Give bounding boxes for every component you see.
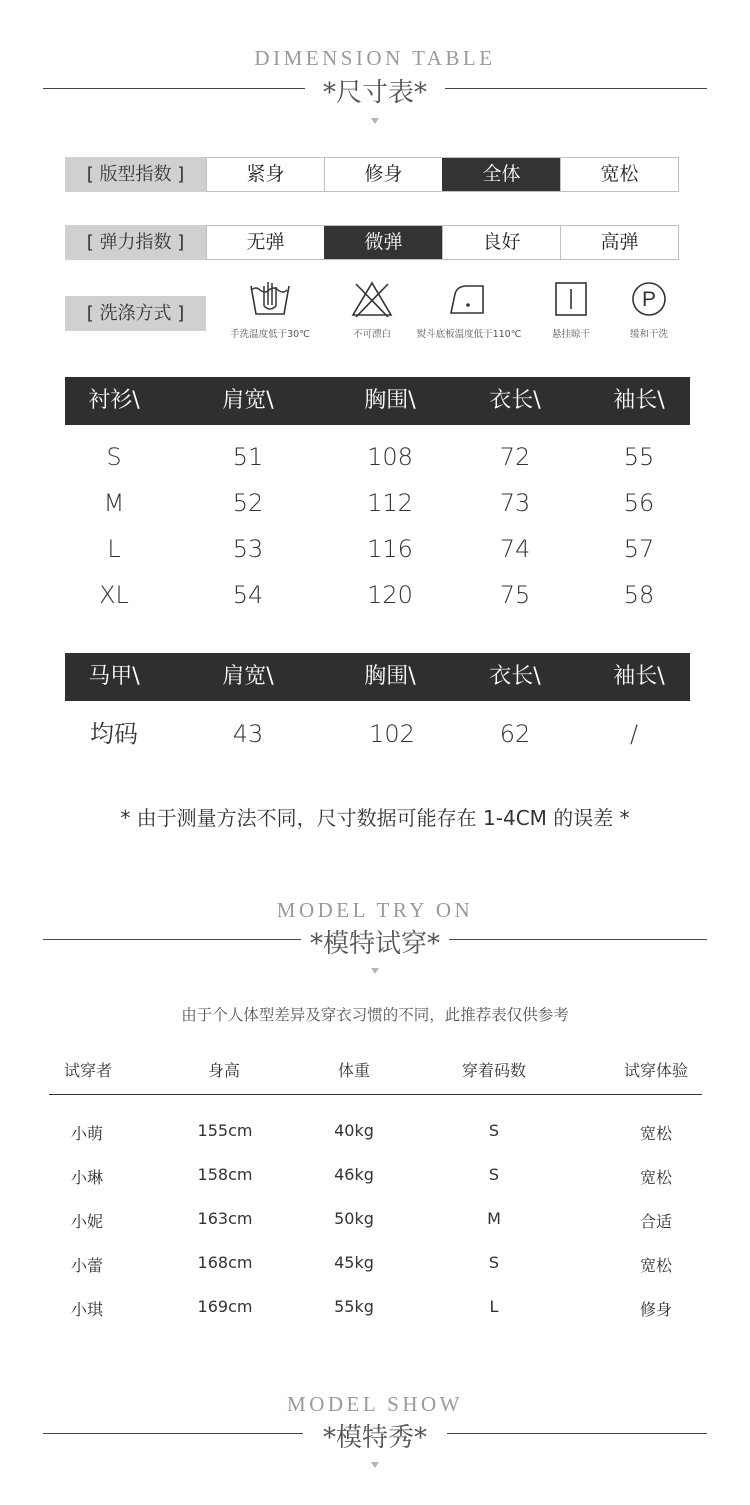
table-row (0, 480, 750, 526)
header-cell: 袖长\ (613, 664, 665, 689)
down-triangle-icon (371, 118, 379, 124)
divider-right (445, 88, 707, 89)
fit-option: 宽松 (560, 158, 678, 191)
stretch-option: 无弹 (206, 226, 324, 259)
try-on-note: 由于个人体型差异及穿衣习惯的不同，此推荐表仅供参考 (181, 1006, 569, 1024)
size-cell: 均码 (90, 720, 138, 748)
height-cell: 163cm (197, 1209, 253, 1228)
size-cell: S (488, 1165, 500, 1184)
weight-cell: 45kg (334, 1253, 374, 1272)
wash-method-label: [ 洗涤方式 ] (65, 296, 206, 331)
height-cell: 169cm (197, 1297, 253, 1316)
weight-cell: 55kg (334, 1297, 374, 1316)
length-cell: 75 (499, 581, 531, 609)
weight-cell: 50kg (334, 1209, 374, 1228)
section-title-en: MODEL SHOW (287, 1392, 463, 1416)
model-name-cell: 小蕾 (70, 1256, 104, 1275)
fit-index-options (206, 157, 679, 192)
wash-item (538, 280, 604, 340)
header-cell: 肩宽\ (222, 388, 274, 413)
stretch-option: 高弹 (560, 226, 678, 259)
wash-caption: 悬挂晾干 (551, 329, 590, 340)
section-title-cn: *模特试穿* (309, 929, 440, 959)
sleeve-cell: 55 (623, 443, 655, 471)
header-cell: 衣长\ (489, 664, 541, 689)
stretch-index-row (65, 225, 679, 260)
section-title-cn: *模特秀* (322, 1423, 427, 1453)
height-cell: 158cm (197, 1165, 253, 1184)
table-row (0, 434, 750, 480)
fit-cell: 合适 (639, 1212, 673, 1231)
dry-clean-icon (630, 280, 668, 318)
divider-right (449, 939, 707, 940)
measurement-note: * 由于测量方法不同，尺寸数据可能存在 1-4CM 的误差 * (120, 806, 630, 830)
height-cell: 168cm (197, 1253, 253, 1272)
stretch-option-selected: 微弹 (324, 226, 442, 259)
fit-cell: 宽松 (639, 1168, 673, 1187)
size-cell: S (488, 1121, 500, 1140)
length-cell: 62 (499, 720, 531, 748)
divider-right (447, 1433, 707, 1434)
table-row (0, 1253, 750, 1297)
table-row (0, 1121, 750, 1165)
length-cell: 72 (499, 443, 531, 471)
sleeve-cell: / (629, 720, 639, 748)
chest-cell: 102 (369, 720, 415, 748)
size-cell: S (106, 443, 122, 471)
weight-cell: 40kg (334, 1121, 374, 1140)
chest-cell: 112 (367, 489, 413, 517)
header-cell: 袖长\ (613, 388, 665, 413)
no-bleach-icon (350, 280, 394, 318)
length-cell: 73 (499, 489, 531, 517)
table-row (0, 711, 750, 757)
header-cell: 体重 (337, 1061, 371, 1080)
size-cell: M (103, 489, 125, 517)
section-title-en: DIMENSION TABLE (254, 46, 496, 70)
fit-option-selected: 全体 (442, 158, 560, 191)
model-name-cell: 小萌 (70, 1124, 104, 1143)
stretch-index-label: [ 弹力指数 ] (65, 225, 206, 260)
hand-wash-icon (247, 280, 293, 318)
chest-cell: 120 (367, 581, 413, 609)
shoulder-cell: 53 (232, 535, 264, 563)
length-cell: 74 (499, 535, 531, 563)
iron-icon (449, 280, 489, 318)
shoulder-cell: 43 (232, 720, 264, 748)
header-cell: 穿着码数 (461, 1061, 527, 1080)
section-title-en: MODEL TRY ON (276, 898, 474, 922)
wash-caption: 不可漂白 (352, 329, 391, 340)
header-cell: 衬衫\ (88, 388, 140, 413)
header-cell: 马甲\ (88, 664, 140, 689)
table-row (0, 526, 750, 572)
fit-cell: 宽松 (639, 1256, 673, 1275)
model-name-cell: 小琳 (70, 1168, 104, 1187)
header-cell: 身高 (207, 1061, 241, 1080)
header-cell: 胸围\ (364, 388, 416, 413)
wash-caption: 熨斗底板温度低于110℃ (416, 329, 522, 340)
chest-cell: 108 (367, 443, 413, 471)
size-cell: L (489, 1297, 499, 1316)
svg-text:P: P (641, 288, 657, 311)
header-cell: 胸围\ (364, 664, 416, 689)
sleeve-cell: 58 (623, 581, 655, 609)
wash-item (412, 280, 526, 340)
table-row (0, 1165, 750, 1209)
table-row (0, 572, 750, 618)
down-triangle-icon (371, 1462, 379, 1468)
size-cell: L (107, 535, 121, 563)
fit-cell: 修身 (639, 1300, 673, 1319)
fit-option: 修身 (324, 158, 442, 191)
down-triangle-icon (371, 968, 379, 974)
header-cell: 试穿体验 (623, 1061, 689, 1080)
wash-item (616, 280, 682, 340)
chest-cell: 116 (367, 535, 413, 563)
vest-table-header (65, 653, 690, 701)
height-cell: 155cm (197, 1121, 253, 1140)
fit-cell: 宽松 (639, 1124, 673, 1143)
fit-index-row (65, 157, 679, 192)
section-title-cn: *尺寸表* (322, 78, 427, 108)
wash-item (222, 280, 318, 340)
header-cell: 衣长\ (489, 388, 541, 413)
shirt-table-header (65, 377, 690, 425)
hang-dry-icon (553, 280, 589, 318)
shoulder-cell: 51 (232, 443, 264, 471)
header-cell: 试穿者 (63, 1061, 113, 1080)
size-cell: XL (99, 581, 129, 609)
table-row (0, 1297, 750, 1341)
wash-caption: 手洗温度低于30℃ (230, 329, 310, 340)
header-divider (49, 1094, 702, 1095)
fit-option: 紧身 (206, 158, 324, 191)
stretch-index-options (206, 225, 679, 260)
size-cell: S (488, 1253, 500, 1272)
model-name-cell: 小琪 (70, 1300, 104, 1319)
shoulder-cell: 52 (232, 489, 264, 517)
wash-caption: 缓和干洗 (629, 329, 668, 340)
model-name-cell: 小妮 (70, 1212, 104, 1231)
sleeve-cell: 57 (623, 535, 655, 563)
sleeve-cell: 56 (623, 489, 655, 517)
fit-index-label: [ 版型指数 ] (65, 157, 206, 192)
header-cell: 肩宽\ (222, 664, 274, 689)
wash-item (336, 280, 408, 340)
stretch-option: 良好 (442, 226, 560, 259)
try-on-table-header (0, 1058, 750, 1086)
weight-cell: 46kg (334, 1165, 374, 1184)
size-cell: M (487, 1209, 501, 1228)
shoulder-cell: 54 (232, 581, 264, 609)
table-row (0, 1209, 750, 1253)
